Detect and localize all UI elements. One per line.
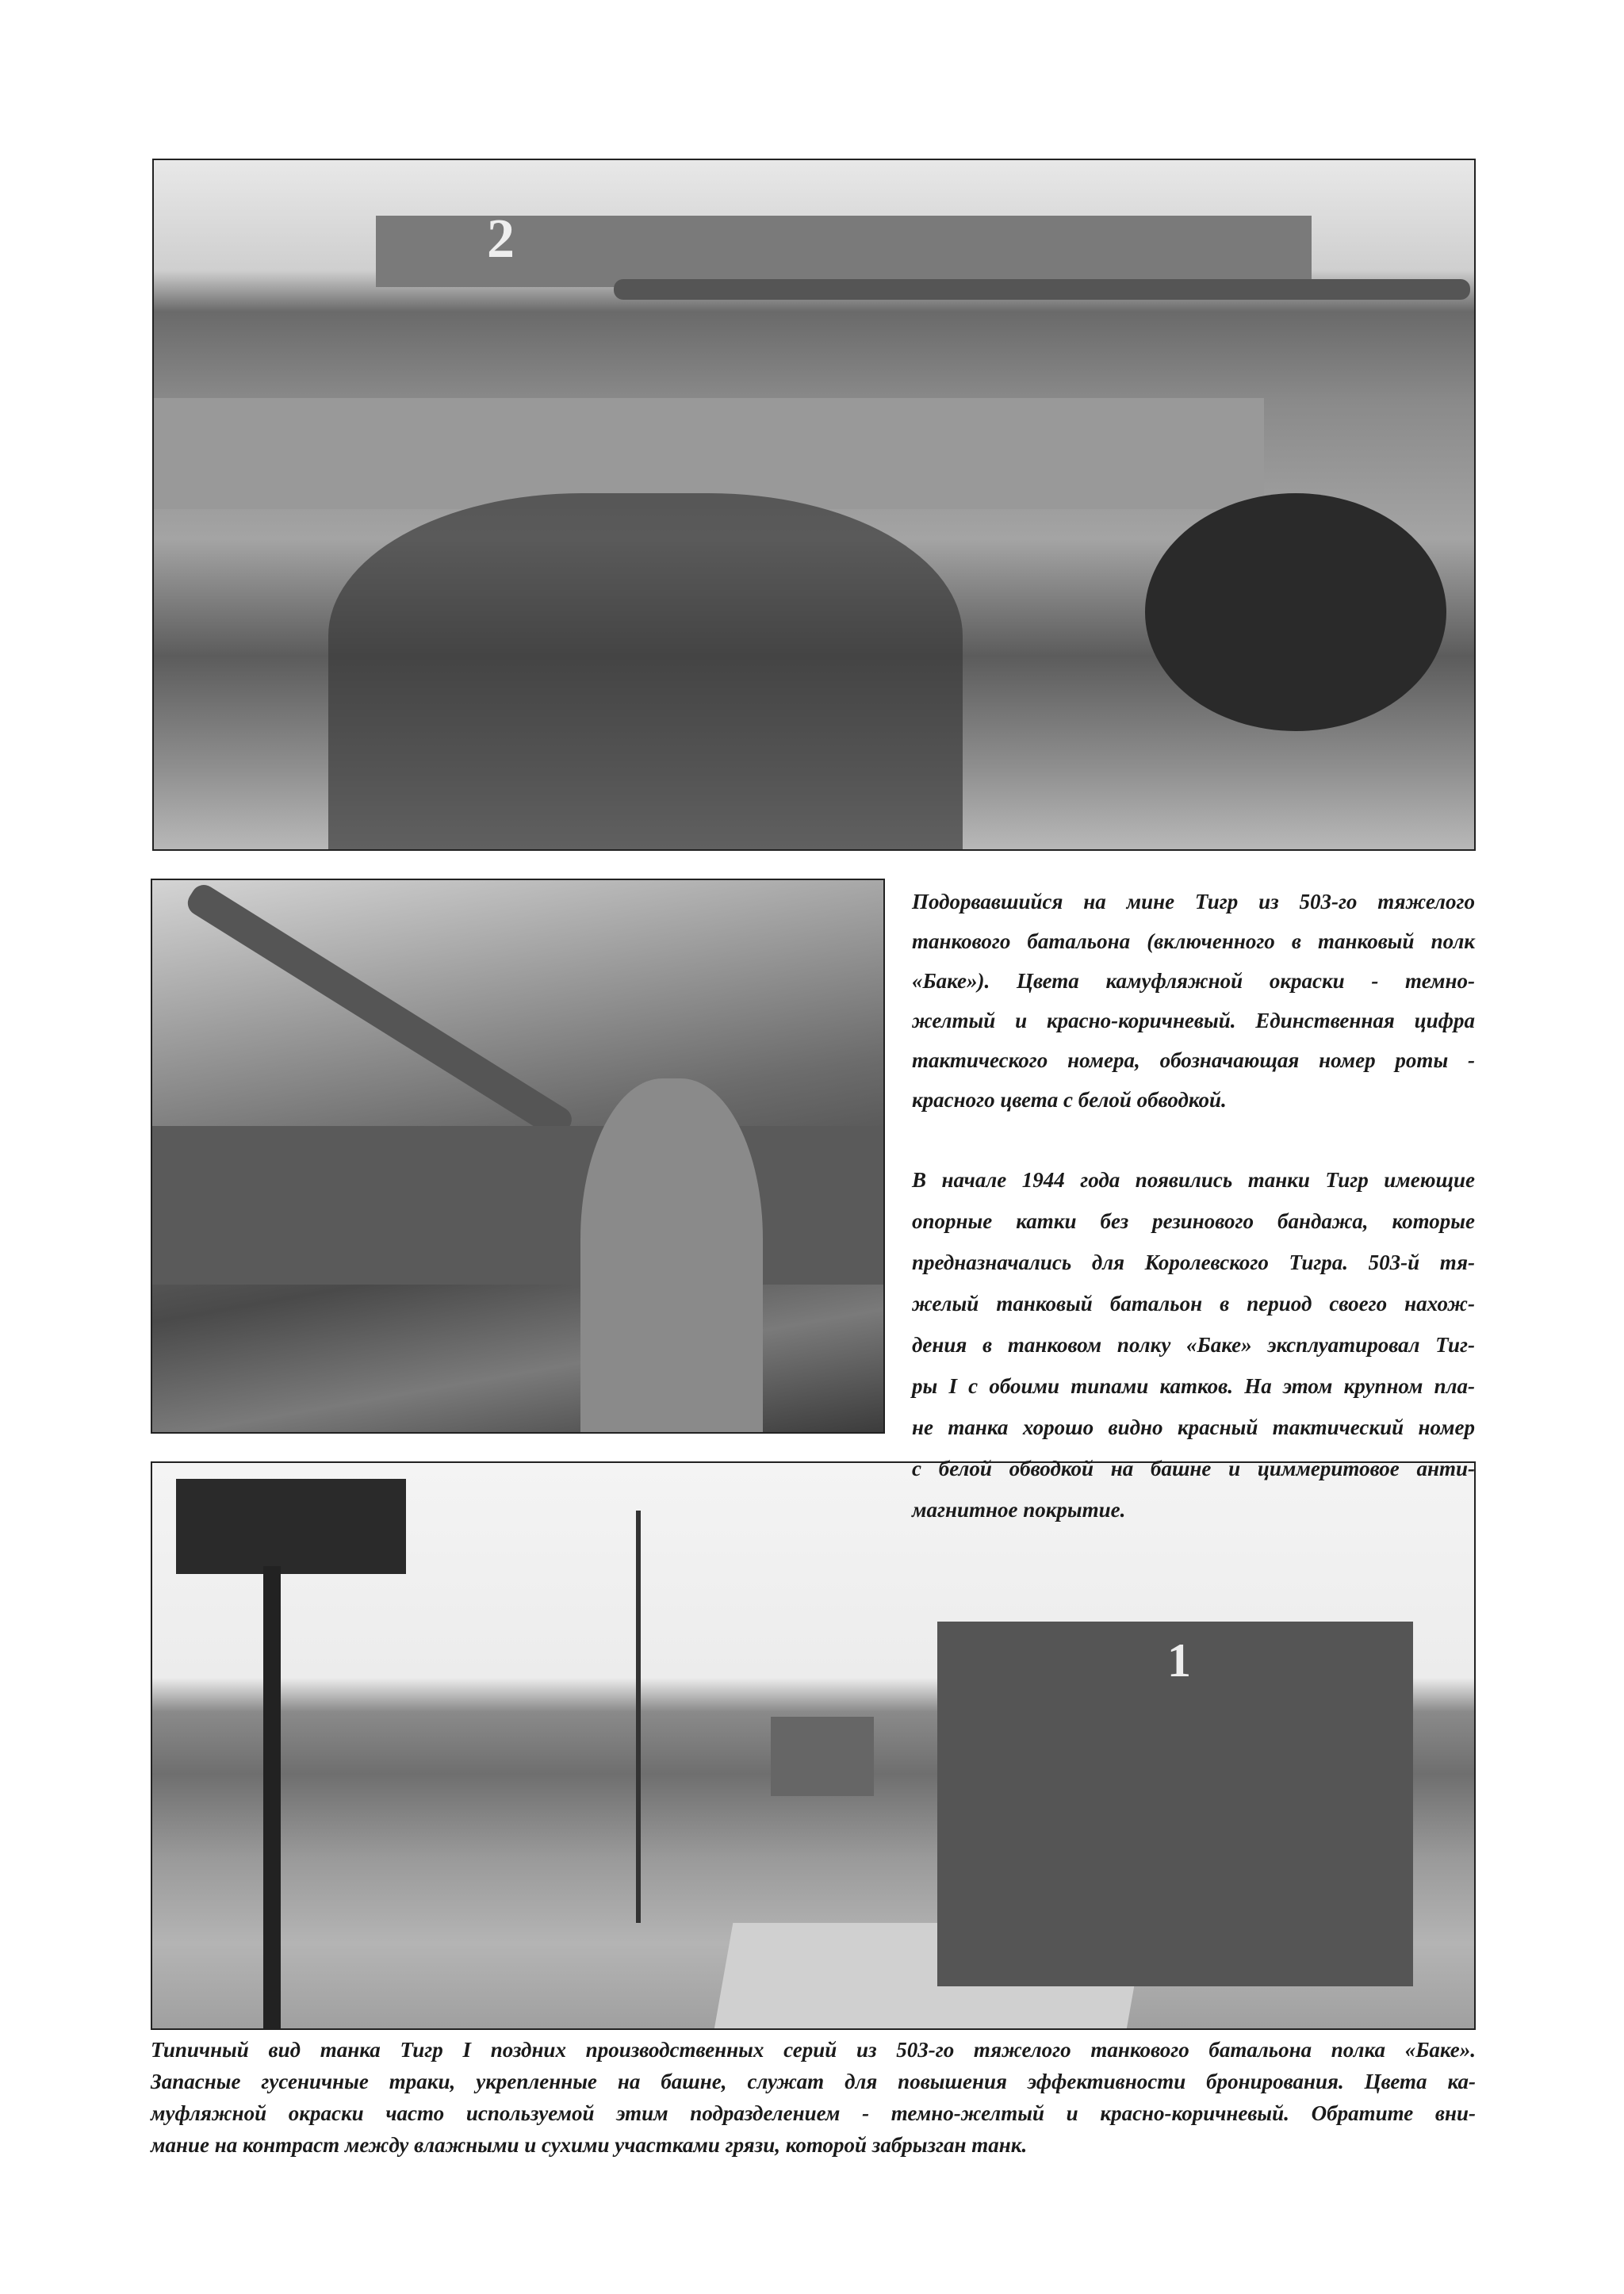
caption-line: Запасные гусеничные траки, укрепленные на башне, служат для повышения эффективности бронирования. Цвета ка- <box>151 2070 1476 2093</box>
caption-line: Типичный вид танка Тигр I поздних производственных серий из 503-го тяжелого танкового батальона полка «Баке». <box>151 2038 1476 2062</box>
photo-damaged-tiger-repair <box>152 159 1476 851</box>
caption-line: не танка хорошо видно красный тактический номер <box>912 1415 1475 1439</box>
tank-gun-barrel <box>614 279 1470 300</box>
caption-line: дения в танковом полку «Баке» эксплуатировал Тиг- <box>912 1333 1475 1357</box>
caption-line: предназначались для Королевского Тигра. 503-й тя- <box>912 1250 1475 1274</box>
caption-line: тактического номера, обозначающая номер роты - <box>912 1048 1475 1072</box>
caption-line: «Баке»). Цвета камуфляжной окраски - темно- <box>912 969 1475 993</box>
caption-line: танкового батальона (включенного в танковый полк <box>912 929 1475 953</box>
caption-line: муфляжной окраски часто используемой этим подразделением - темно-желтый и красно-коричневый. Обратите вни- <box>151 2101 1476 2125</box>
turret-number: 1 <box>1167 1634 1191 1687</box>
tank-track <box>1145 493 1446 731</box>
caption-line: ры I с обоими типами катков. На этом крупном пла- <box>912 1374 1475 1398</box>
caption-line: опорные катки без резинового бандажа, которые <box>912 1209 1475 1233</box>
road-sign <box>176 1479 406 1574</box>
caption-photo1 <box>912 882 1475 1120</box>
soldier <box>580 1078 763 1434</box>
crew-members <box>328 493 963 850</box>
photo-tigers-on-road <box>151 1461 1476 2030</box>
caption-photo3 <box>151 2034 1476 2161</box>
caption-line: В начале 1944 года появились танки Тигр имеющие <box>912 1168 1475 1192</box>
sign-post <box>263 1566 281 2030</box>
telegraph-pole <box>636 1511 641 1923</box>
caption-line: желтый и красно-коричневый. Единственная цифра <box>912 1009 1475 1032</box>
photo-tiger-closeup-crew <box>151 879 885 1434</box>
spare-track-links <box>152 1126 885 1285</box>
caption-line: магнитное покрытие. <box>912 1498 1126 1522</box>
tank-turret <box>376 216 1312 287</box>
caption-line: мание на контраст между влажными и сухими участками грязи, которой забрызган танк. <box>151 2133 1028 2157</box>
caption-line: с белой обводкой на башне и циммеритовое анти- <box>912 1457 1475 1480</box>
turret-number: 2 <box>487 209 515 270</box>
caption-line: Подорвавшийся на мине Тигр из 503-го тяжелого <box>912 890 1475 913</box>
tank-gun-barrel <box>183 880 576 1143</box>
tank-hull <box>154 398 1264 509</box>
caption-photo2 <box>912 1159 1475 1530</box>
caption-line: желый танковый батальон в период своего нахож- <box>912 1292 1475 1316</box>
caption-line: красного цвета с белой обводкой. <box>912 1088 1227 1112</box>
distant-tank <box>771 1717 874 1796</box>
